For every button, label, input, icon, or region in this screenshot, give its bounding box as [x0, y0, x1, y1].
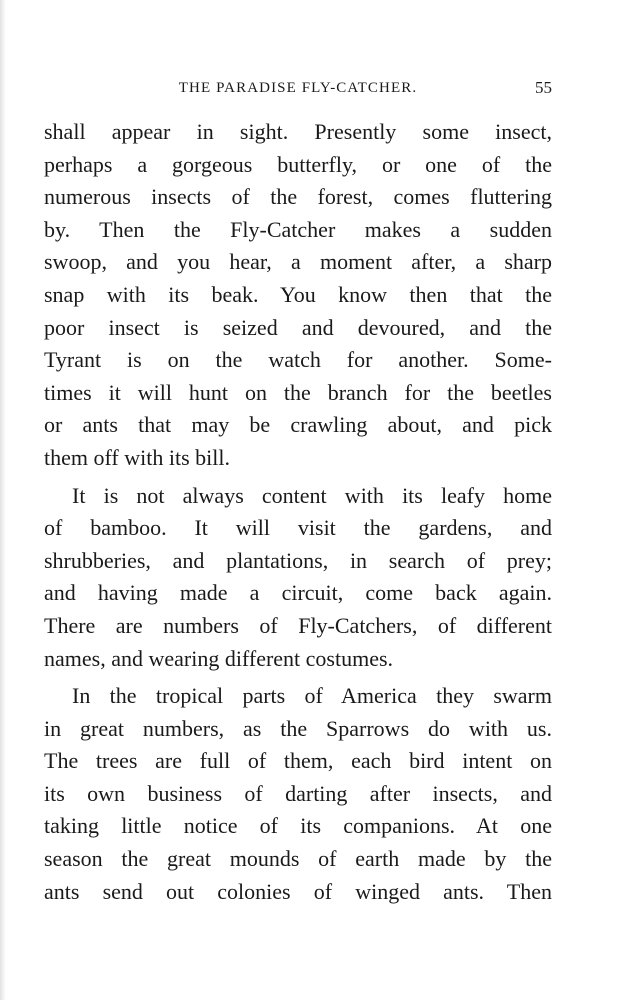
- paragraph: [44, 480, 552, 676]
- text-line: them off with its bill.: [44, 444, 230, 470]
- text-line: ants send out colonies of winged ants. Then: [44, 878, 552, 904]
- text-line: It is not always content with its leafy home: [72, 482, 552, 508]
- text-line: numerous insects of the forest, comes fluttering: [44, 184, 552, 210]
- text-line: In the tropical parts of America they swarm: [72, 683, 552, 709]
- paragraph: [44, 116, 552, 475]
- page-number: 55: [535, 78, 552, 97]
- text-line: snap with its beak. You know then that the: [44, 281, 552, 307]
- running-title: THE PARADISE FLY-CATCHER.: [178, 80, 418, 96]
- text-line: Tyrant is on the watch for another. Some-: [44, 347, 552, 373]
- text-line: times it will hunt on the branch for the beetles: [44, 379, 552, 405]
- text-line: shall appear in sight. Presently some insect,: [44, 119, 552, 144]
- text-line: poor insect is seized and devoured, and the: [44, 314, 552, 340]
- text-line: of bamboo. It will visit the gardens, and: [44, 515, 552, 541]
- text-line: The trees are full of them, each bird intent on: [44, 748, 552, 774]
- body-text: [44, 116, 552, 913]
- text-line: and having made a circuit, come back again.: [44, 580, 552, 606]
- text-line: or ants that may be crawling about, and pick: [44, 412, 552, 438]
- text-line: taking little notice of its companions. At one: [44, 813, 552, 839]
- text-line: There are numbers of Fly-Catchers, of different: [44, 612, 552, 638]
- text-line: swoop, and you hear, a moment after, a sharp: [44, 249, 552, 275]
- text-line: by. Then the Fly-Catcher makes a sudden: [44, 216, 552, 242]
- text-line: its own business of darting after insects, and: [44, 780, 552, 806]
- text-line: names, and wearing different costumes.: [44, 645, 394, 671]
- paragraph: [44, 680, 552, 908]
- running-head: [44, 76, 552, 100]
- text-line: season the great mounds of earth made by the: [44, 846, 552, 872]
- text-line: perhaps a gorgeous butterfly, or one of the: [44, 151, 552, 177]
- text-line: in great numbers, as the Sparrows do with us.: [44, 715, 552, 741]
- page-edge: [0, 0, 6, 1000]
- text-line: shrubberies, and plantations, in search of prey;: [44, 547, 552, 573]
